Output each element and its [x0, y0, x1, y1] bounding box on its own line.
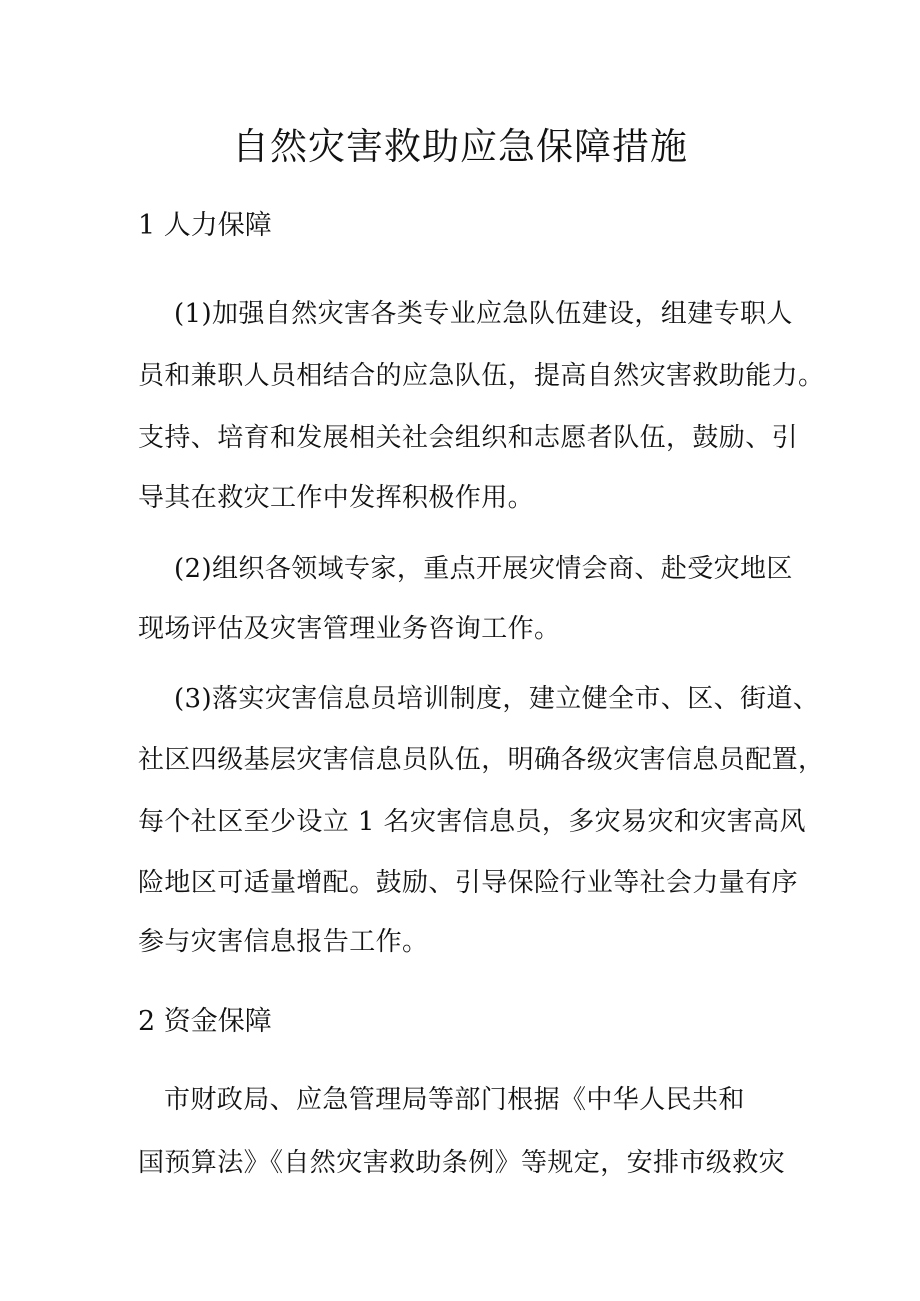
paragraph-line: 险地区可适量增配。鼓励、引导保险行业等社会力量有序 [138, 868, 799, 898]
paragraph-line: (3)落实灾害信息员培训制度，建立健全市、区、街道、 [174, 684, 820, 714]
paragraph-line: 员和兼职人员相结合的应急队伍，提高自然灾害救助能力。 [138, 361, 825, 391]
paragraph-line: 支持、培育和发展相关社会组织和志愿者队伍，鼓励、引 [138, 423, 799, 453]
paragraph-line: 导其在救灾工作中发挥积极作用。 [138, 483, 535, 513]
paragraph-line: 参与灾害信息报告工作。 [138, 927, 429, 957]
paragraph-line: 市财政局、应急管理局等部门根据《中华人民共和 [164, 1085, 745, 1115]
paragraph-line: 社区四级基层灾害信息员队伍，明确各级灾害信息员配置， [138, 745, 825, 775]
document-title: 自然灾害救助应急保障措施 [232, 125, 688, 168]
section-heading-manpower: 1 人力保障 [138, 210, 272, 241]
paragraph-line: 国预算法》《自然灾害救助条例》等规定，安排市级救灾 [138, 1148, 786, 1178]
paragraph-line: 现场评估及灾害管理业务咨询工作。 [138, 614, 561, 644]
paragraph-line: 每个社区至少设立 1 名灾害信息员，多灾易灾和灾害高风 [138, 807, 806, 837]
paragraph-line: (1)加强自然灾害各类专业应急队伍建设，组建专职人 [174, 299, 793, 329]
paragraph-line: (2)组织各领域专家，重点开展灾情会商、赴受灾地区 [174, 554, 793, 584]
section-heading-funding: 2 资金保障 [138, 1006, 272, 1037]
